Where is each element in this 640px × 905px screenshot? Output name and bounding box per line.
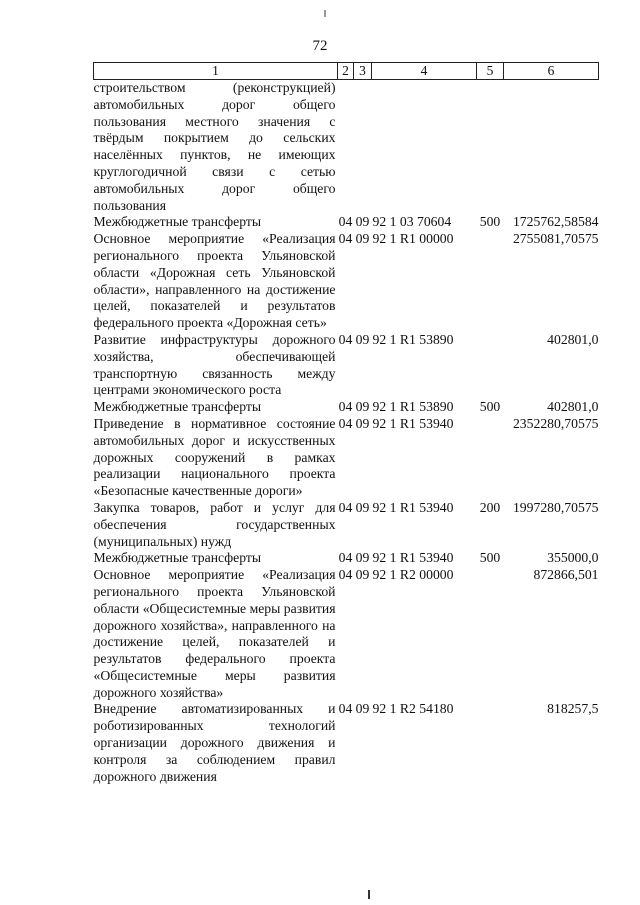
row-name: Межбюджетные трансферты	[93, 399, 262, 415]
table-row	[94, 567, 599, 701]
row-pr: 09	[355, 214, 370, 230]
row-pr: 09	[355, 567, 370, 583]
header-col-1: 1	[94, 63, 338, 80]
header-col-3: 3	[354, 63, 372, 80]
row-vr: 500	[479, 399, 501, 415]
row-name: Основное мероприятие «Реализация регионального проекта Ульяновской области «Общесистемные меры развития дорожного хозяйства», направленного на достижение целей, показателей и результатов федерального проекта «Общесистемные меры развития дорожного хозяйства»	[93, 567, 336, 700]
row-sum: 402801,0	[547, 331, 599, 347]
budget-table	[93, 62, 599, 785]
row-vr: 500	[479, 214, 501, 230]
table-row	[94, 231, 599, 332]
row-pr: 09	[355, 399, 370, 415]
row-pr: 09	[355, 499, 370, 515]
row-name: Межбюджетные трансферты	[93, 214, 262, 230]
row-csr: 92 1 R1 00000	[372, 231, 454, 247]
row-csr: 92 1 R1 53940	[372, 550, 454, 566]
row-sum	[504, 80, 599, 215]
row-vr: 200	[479, 499, 501, 515]
row-pr: 09	[355, 231, 370, 247]
row-pr	[354, 80, 372, 215]
row-name: Основное мероприятие «Реализация регионального проекта Ульяновской области «Дорожная сеть Ульяновской области», направленного на достижение целей, показателей и результатов федерального проекта «Дорожная сеть»	[93, 231, 336, 331]
row-vr	[477, 701, 504, 785]
row-csr: 92 1 03 70604	[372, 214, 452, 230]
row-rz: 04	[338, 550, 353, 566]
row-sum: 1725762,58584	[512, 214, 599, 230]
row-csr: 92 1 R1 53890	[372, 331, 454, 347]
row-vr	[477, 332, 504, 399]
row-sum: 818257,5	[547, 701, 599, 717]
row-pr: 09	[355, 415, 370, 431]
table-row	[94, 399, 599, 416]
row-rz: 04	[338, 231, 353, 247]
scan-mark-bottom	[368, 890, 370, 899]
header-col-4: 4	[372, 63, 477, 80]
row-vr	[477, 567, 504, 701]
row-rz	[338, 80, 354, 215]
header-col-2: 2	[338, 63, 354, 80]
row-csr: 92 1 R1 53940	[372, 499, 454, 515]
row-sum: 1997280,70575	[512, 499, 599, 515]
header-col-5: 5	[477, 63, 504, 80]
row-csr: 92 1 R2 00000	[372, 567, 454, 583]
row-name: Развитие инфраструктуры дорожного хозяйства, обеспечивающей транспортную связанность между центрами экономического роста	[93, 331, 336, 398]
table-row	[94, 80, 599, 215]
row-pr: 09	[355, 331, 370, 347]
row-rz: 04	[338, 214, 353, 230]
row-vr	[477, 231, 504, 332]
row-name: Закупка товаров, работ и услуг для обеспечения государственных (муниципальных) нужд	[93, 499, 336, 549]
row-csr: 92 1 R2 54180	[372, 701, 454, 717]
row-pr: 09	[355, 550, 370, 566]
row-sum: 402801,0	[547, 399, 599, 415]
row-vr: 500	[479, 550, 501, 566]
row-rz: 04	[338, 567, 353, 583]
row-name: Внедрение автоматизированных и роботизированных технологий организации дорожного движения и контроля за соблюдением правил дорожного движения	[93, 701, 336, 784]
table-row	[94, 416, 599, 500]
row-sum: 2352280,70575	[512, 415, 599, 431]
row-csr	[372, 80, 477, 215]
row-rz: 04	[338, 499, 353, 515]
row-name: Приведение в нормативное состояние автомобильных дорог и искусственных дорожных сооружений в рамках реализации национального проекта «Безопасные качественные дороги»	[93, 415, 336, 499]
header-row	[94, 63, 599, 80]
row-rz: 04	[338, 415, 353, 431]
page-number: 72	[312, 38, 328, 54]
row-name: Межбюджетные трансферты	[93, 550, 262, 566]
row-vr	[477, 80, 504, 215]
row-vr	[477, 416, 504, 500]
table-row	[94, 500, 599, 550]
row-csr: 92 1 R1 53890	[372, 399, 454, 415]
row-csr: 92 1 R1 53940	[372, 415, 454, 431]
table-row	[94, 214, 599, 231]
row-pr: 09	[355, 701, 370, 717]
row-rz: 04	[338, 701, 353, 717]
row-rz: 04	[338, 399, 353, 415]
row-name: строительством (реконструкцией) автомобильных дорог общего пользования местного значения с твёрдым покрытием до сельских населённых пунктов, не имеющих круглогодичной связи с сетью автомобильных дорог общего пользования	[93, 80, 336, 213]
row-sum: 872866,501	[533, 567, 599, 583]
table-row	[94, 701, 599, 785]
table-row	[94, 332, 599, 399]
scan-mark-top	[324, 10, 326, 17]
row-sum: 355000,0	[547, 550, 599, 566]
header-col-6: 6	[504, 63, 599, 80]
row-sum: 2755081,70575	[512, 231, 599, 247]
table-row	[94, 550, 599, 567]
row-rz: 04	[338, 331, 353, 347]
